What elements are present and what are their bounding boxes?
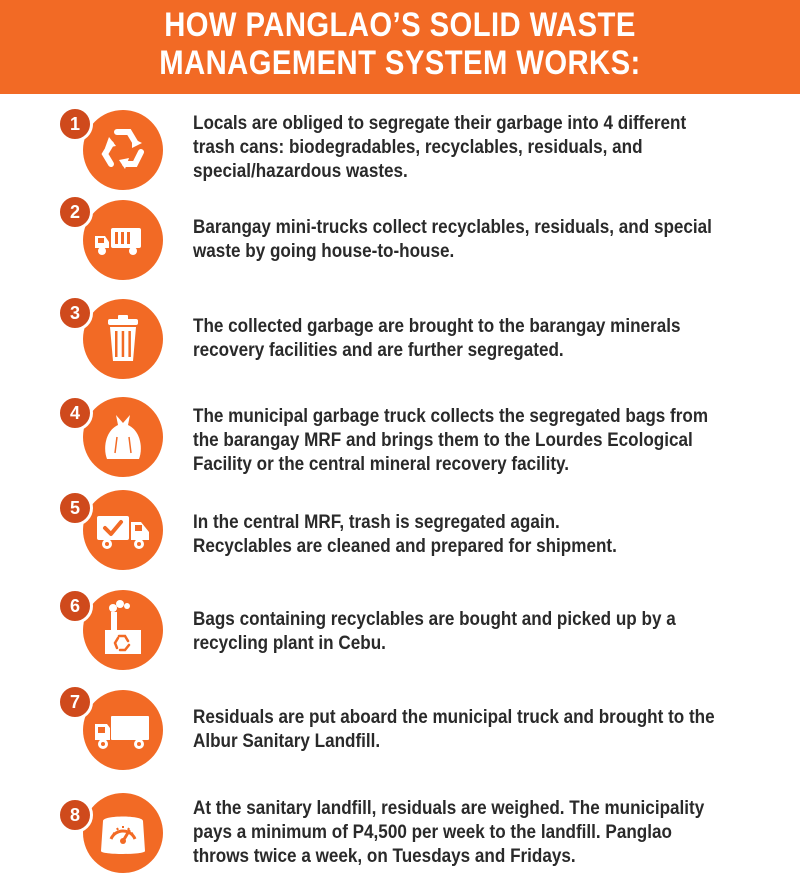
trash-can-icon bbox=[83, 299, 163, 379]
step-5-text: In the central MRF, trash is segregated again. Recyclables are cleaned and prepared for shipment. bbox=[193, 512, 617, 557]
step-1-icon-circle bbox=[83, 110, 163, 190]
step-7-icon-circle bbox=[83, 690, 163, 770]
step-6-icon-circle bbox=[83, 590, 163, 670]
step-4-number: 4 bbox=[57, 395, 93, 431]
page-title-line-2: MANAGEMENT SYSTEM WORKS: bbox=[159, 44, 641, 82]
step-7-text: Residuals are put aboard the municipal truck and brought to the Albur Sanitary Landfill. bbox=[193, 707, 715, 752]
step-3-text: The collected garbage are brought to the barangay minerals recovery facilities and are further segregated. bbox=[193, 316, 681, 361]
step-7-number: 7 bbox=[57, 684, 93, 720]
step-8-number: 8 bbox=[57, 797, 93, 833]
step-5-number: 5 bbox=[57, 490, 93, 526]
page-title-line-1: HOW PANGLAO’S SOLID WASTE bbox=[164, 6, 636, 44]
header-banner bbox=[0, 0, 800, 94]
step-2-number: 2 bbox=[57, 194, 93, 230]
step-8-icon-circle bbox=[83, 793, 163, 873]
step-6-number: 6 bbox=[57, 588, 93, 624]
step-4-icon-circle bbox=[83, 397, 163, 477]
step-4-text: The municipal garbage truck collects the segregated bags from the barangay MRF and brings them to the Lourdes Ecological Facility or the central mineral recovery facility. bbox=[193, 406, 709, 475]
checked-truck-icon bbox=[83, 490, 163, 570]
recycle-icon bbox=[83, 110, 163, 190]
garbage-truck-icon bbox=[83, 200, 163, 280]
delivery-truck-icon bbox=[83, 690, 163, 770]
recycling-plant-icon bbox=[83, 590, 163, 670]
step-6-text: Bags containing recyclables are bought and picked up by a recycling plant in Cebu. bbox=[193, 609, 676, 654]
step-1-text: Locals are obliged to segregate their garbage into 4 different trash cans: biodegradables, recyclables, residuals, and special/hazardous wastes. bbox=[193, 113, 687, 182]
garbage-bag-icon bbox=[83, 397, 163, 477]
step-5-icon-circle bbox=[83, 490, 163, 570]
step-2-text: Barangay mini-trucks collect recyclables, residuals, and special waste by going house-to-house. bbox=[193, 217, 712, 262]
step-3-icon-circle bbox=[83, 299, 163, 379]
weighing-scale-icon bbox=[83, 793, 163, 873]
step-8-text: At the sanitary landfill, residuals are weighed. The municipality pays a minimum of P4,500 per week to the landfill. Panglao throws twice a week, on Tuesdays and Fridays. bbox=[193, 798, 705, 867]
step-1-number: 1 bbox=[57, 106, 93, 142]
step-2-icon-circle bbox=[83, 200, 163, 280]
step-3-number: 3 bbox=[57, 295, 93, 331]
